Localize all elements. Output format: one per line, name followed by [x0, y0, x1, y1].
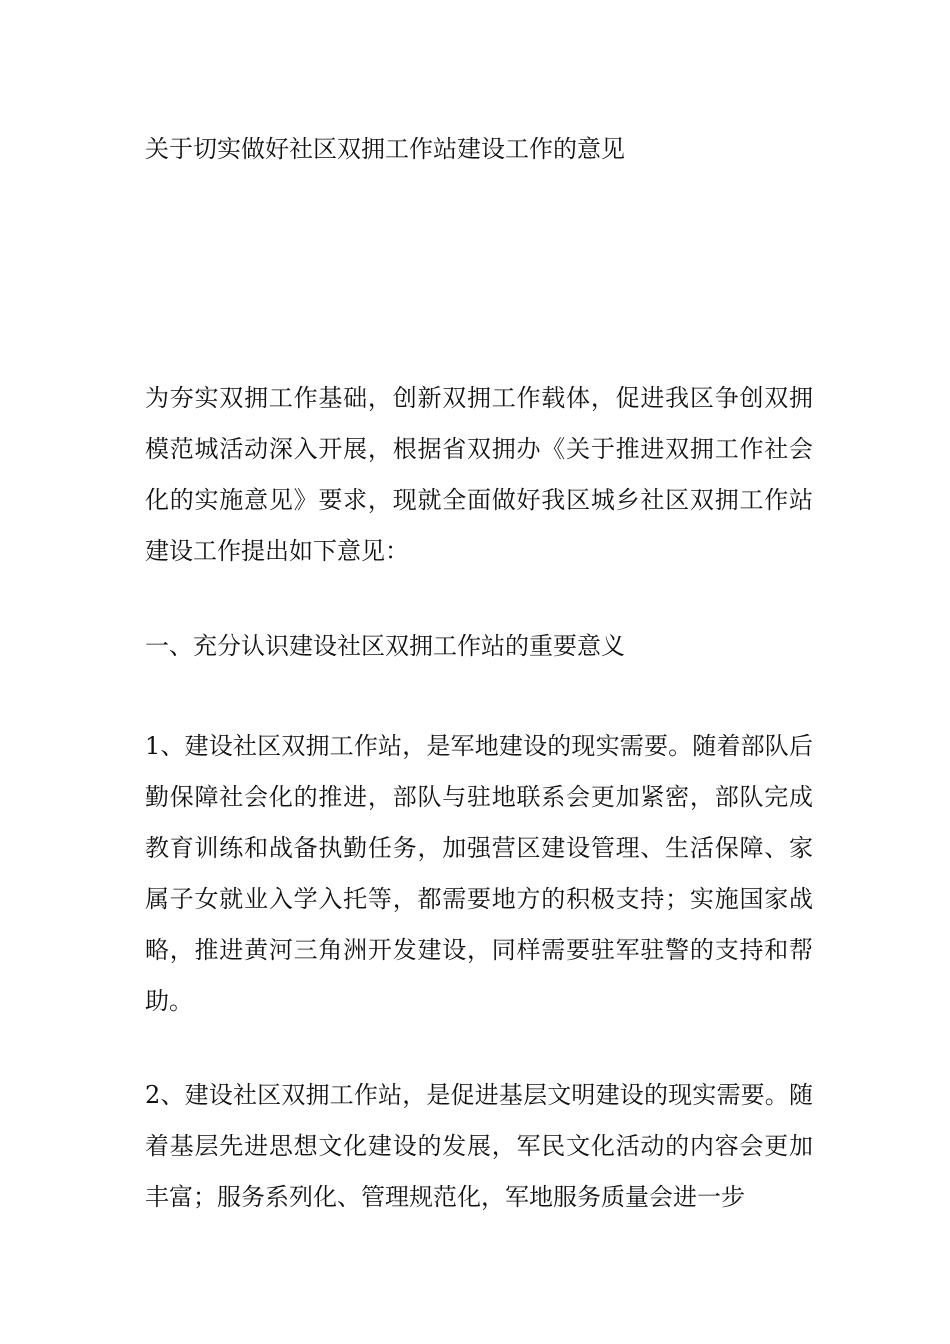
section-heading: 一、充分认识建设社区双拥工作站的重要意义 [145, 632, 625, 660]
intro-paragraph: 为夯实双拥工作基础，创新双拥工作载体，促进我区争创双拥模范城活动深入开展，根据省双拥办《关于推进双拥工作社会化的实施意见》要求，现就全面做好我区城乡社区双拥工作站建设工作提出如下意见： [145, 384, 813, 565]
body-paragraph-2: 2、建设社区双拥工作站，是促进基层文明建设的现实需要。随着基层先进思想文化建设的发展，军民文化活动的内容会更加丰富；服务系列化、管理规范化，军地服务质量会进一步 [145, 1081, 813, 1211]
body-paragraph-1: 1、建设社区双拥工作站，是军地建设的现实需要。随着部队后勤保障社会化的推进，部队与驻地联系会更加紧密，部队完成教育训练和战备执勤任务，加强营区建设管理、生活保障、家属子女就业入学入托等，都需要地方的积极支持；实施国家战略，推进黄河三角洲开发建设，同样需要驻军驻警的支持和帮助。 [145, 732, 813, 1015]
document-title: 关于切实做好社区双拥工作站建设工作的意见 [145, 135, 625, 163]
